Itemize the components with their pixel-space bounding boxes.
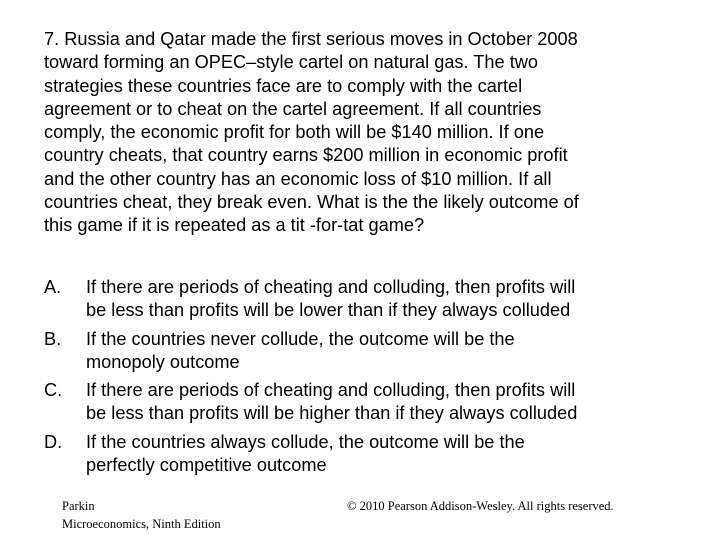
option-line: be less than profits will be lower than if they always colluded (86, 300, 571, 321)
footer-author: Parkin (62, 499, 95, 513)
option-a (44, 276, 684, 323)
footer-book-info (62, 497, 221, 533)
question-line: this game if it is repeated as a tit -for-tat game? (44, 215, 425, 236)
question-line: comply, the economic profit for both will be $140 million. If one (44, 122, 545, 143)
question-line: 7. Russia and Qatar made the first serious moves in October 2008 (44, 29, 578, 49)
answer-options (44, 276, 684, 482)
option-line: If the countries always collude, the outcome will be the (86, 431, 525, 452)
option-line: If the countries never collude, the outcome will be the (86, 328, 515, 349)
option-line: If there are periods of cheating and colluding, then profits will (86, 380, 576, 401)
footer-copyright: © 2010 Pearson Addison-Wesley. All rights reserved. (347, 499, 614, 513)
option-line: monopoly outcome (86, 351, 240, 372)
option-letter: D. (44, 431, 63, 452)
question-line: strategies these countries face are to comply with the cartel (44, 75, 523, 96)
option-line: If there are periods of cheating and colluding, then profits will (86, 277, 576, 297)
option-letter: A. (44, 277, 62, 297)
question-line: and the other country has an economic loss of $10 million. If all (44, 168, 552, 189)
question-line: toward forming an OPEC–style cartel on natural gas. The two (44, 52, 539, 73)
option-b (44, 328, 684, 375)
option-line: perfectly competitive outcome (86, 455, 327, 476)
question-line: agreement or to cheat on the cartel agreement. If all countries (44, 98, 542, 119)
option-d (44, 431, 684, 478)
option-letter: C. (44, 380, 63, 401)
question-line: countries cheat, they break even. What is the the likely outcome of (44, 192, 579, 213)
option-letter: B. (44, 328, 62, 349)
option-line: be less than profits will be higher than if they always colluded (86, 403, 578, 424)
option-c (44, 379, 684, 426)
question-text (44, 28, 644, 238)
footer-book-title: Microeconomics, Ninth Edition (62, 517, 221, 531)
question-line: country cheats, that country earns $200 million in economic profit (44, 145, 568, 166)
